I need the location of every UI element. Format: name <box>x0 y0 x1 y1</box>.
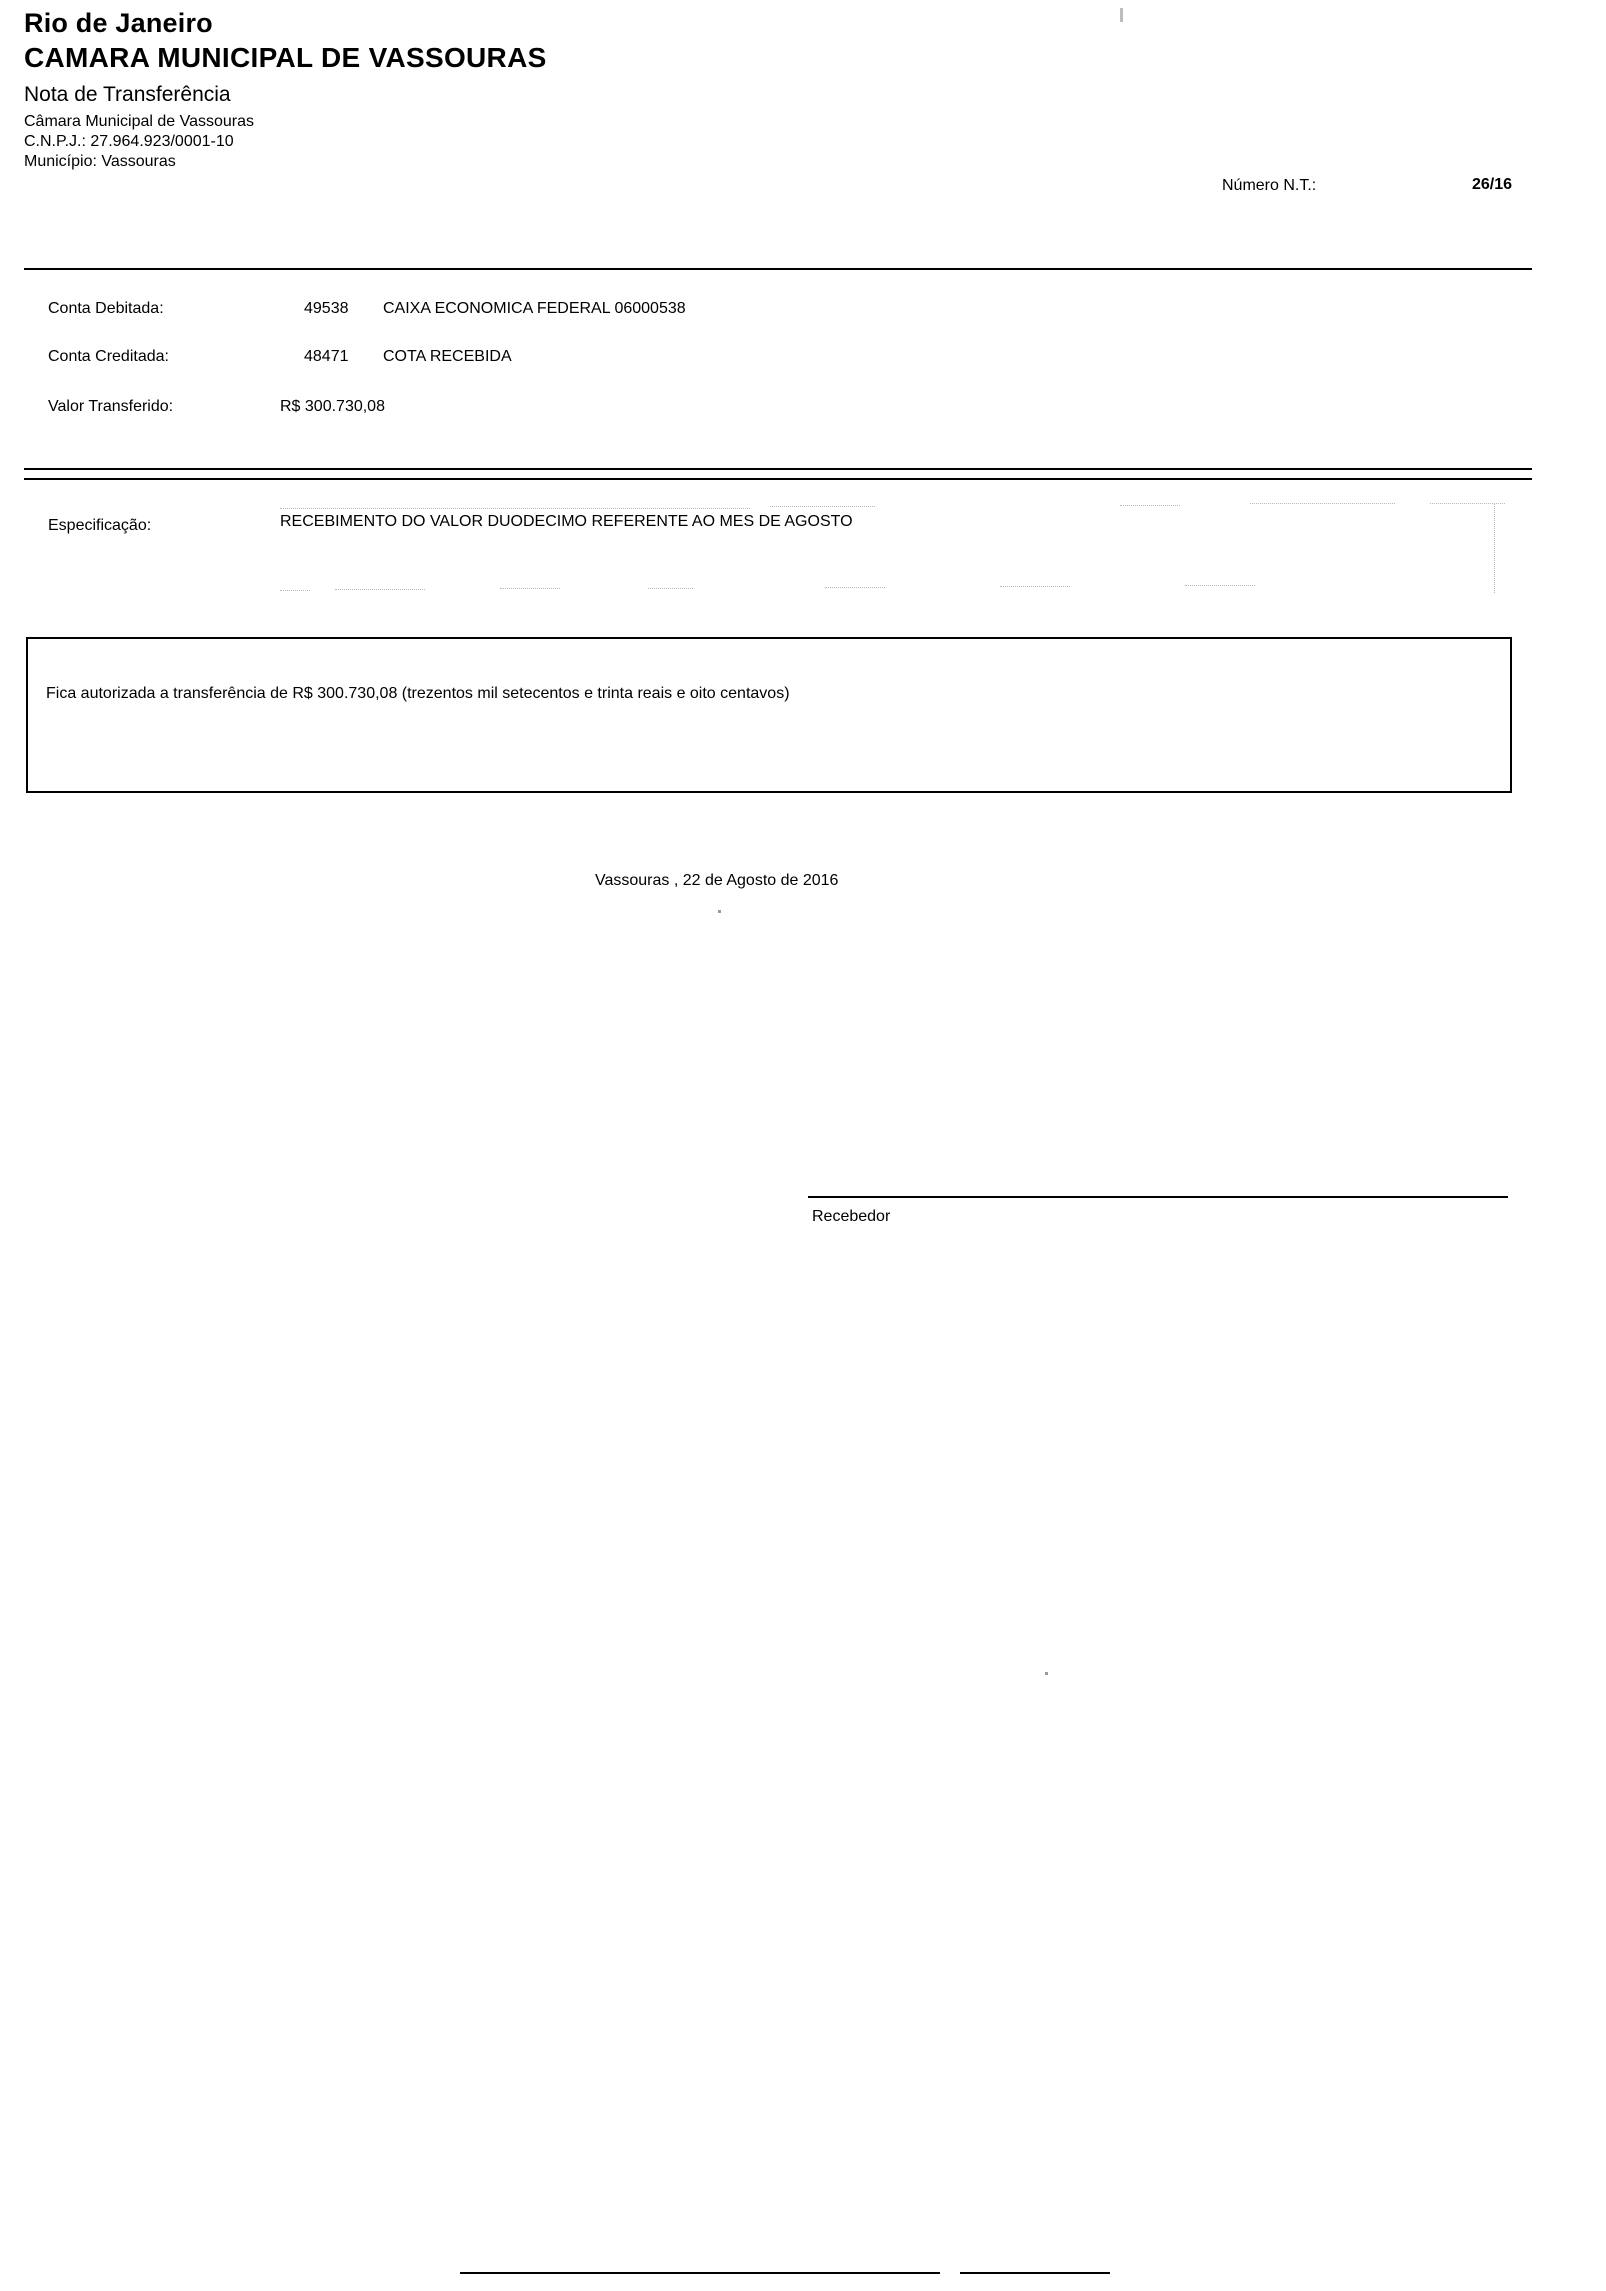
conta-creditada-number: 48471 <box>304 348 349 365</box>
conta-creditada-label: Conta Creditada: <box>48 348 169 365</box>
authorization-text: Fica autorizada a transferência de R$ 300.730,08 (trezentos mil setecentos e trinta reais e oito centavos) <box>46 685 790 702</box>
valor-transferido-value: R$ 300.730,08 <box>280 398 385 415</box>
valor-transferido-label: Valor Transferido: <box>48 398 174 415</box>
scan-artifact <box>280 508 750 509</box>
entity-name: Câmara Municipal de Vassouras <box>24 113 255 130</box>
scan-artifact <box>1045 1672 1048 1675</box>
especificacao-value: RECEBIMENTO DO VALOR DUODECIMO REFERENTE AO MES DE AGOSTO <box>280 513 853 530</box>
organization-name: CAMARA MUNICIPAL DE VASSOURAS <box>24 42 547 73</box>
conta-creditada-description: COTA RECEBIDA <box>383 348 512 365</box>
conta-debitada-number: 49538 <box>304 300 349 317</box>
divider-middle-lower <box>24 478 1532 480</box>
document-type: Nota de Transferência <box>24 83 231 106</box>
scan-artifact-bottom-left <box>460 2272 940 2274</box>
scan-artifact <box>1250 503 1395 504</box>
place-and-date: Vassouras , 22 de Agosto de 2016 <box>595 872 839 889</box>
scan-artifact-top <box>1120 8 1123 22</box>
scan-artifact <box>1000 586 1070 587</box>
entity-cnpj: C.N.P.J.: 27.964.923/0001-10 <box>24 133 234 150</box>
conta-debitada-label: Conta Debitada: <box>48 300 164 317</box>
entity-municipality: Município: Vassouras <box>24 153 176 170</box>
scan-artifact <box>718 910 721 913</box>
scan-artifact <box>1120 505 1180 506</box>
scan-artifact <box>1494 503 1495 593</box>
entity-info <box>24 112 254 172</box>
scan-artifact <box>335 589 425 590</box>
scan-artifact <box>500 588 560 589</box>
scan-artifact-bottom-right <box>960 2272 1110 2274</box>
scan-artifact <box>825 587 885 588</box>
especificacao-label: Especificação: <box>48 517 152 534</box>
signature-line <box>808 1196 1508 1198</box>
divider-middle-upper <box>24 468 1532 470</box>
scan-artifact <box>770 506 875 507</box>
conta-debitada-description: CAIXA ECONOMICA FEDERAL 06000538 <box>383 300 686 317</box>
state-name: Rio de Janeiro <box>24 8 213 38</box>
scan-artifact <box>648 588 693 589</box>
divider-top <box>24 268 1532 270</box>
scan-artifact <box>1185 585 1255 586</box>
document-number-value: 26/16 <box>1472 176 1513 193</box>
signature-label: Recebedor <box>812 1208 891 1225</box>
authorization-box <box>26 637 1512 793</box>
scan-artifact <box>280 590 310 591</box>
document-number-label: Número N.T.: <box>1222 177 1317 194</box>
